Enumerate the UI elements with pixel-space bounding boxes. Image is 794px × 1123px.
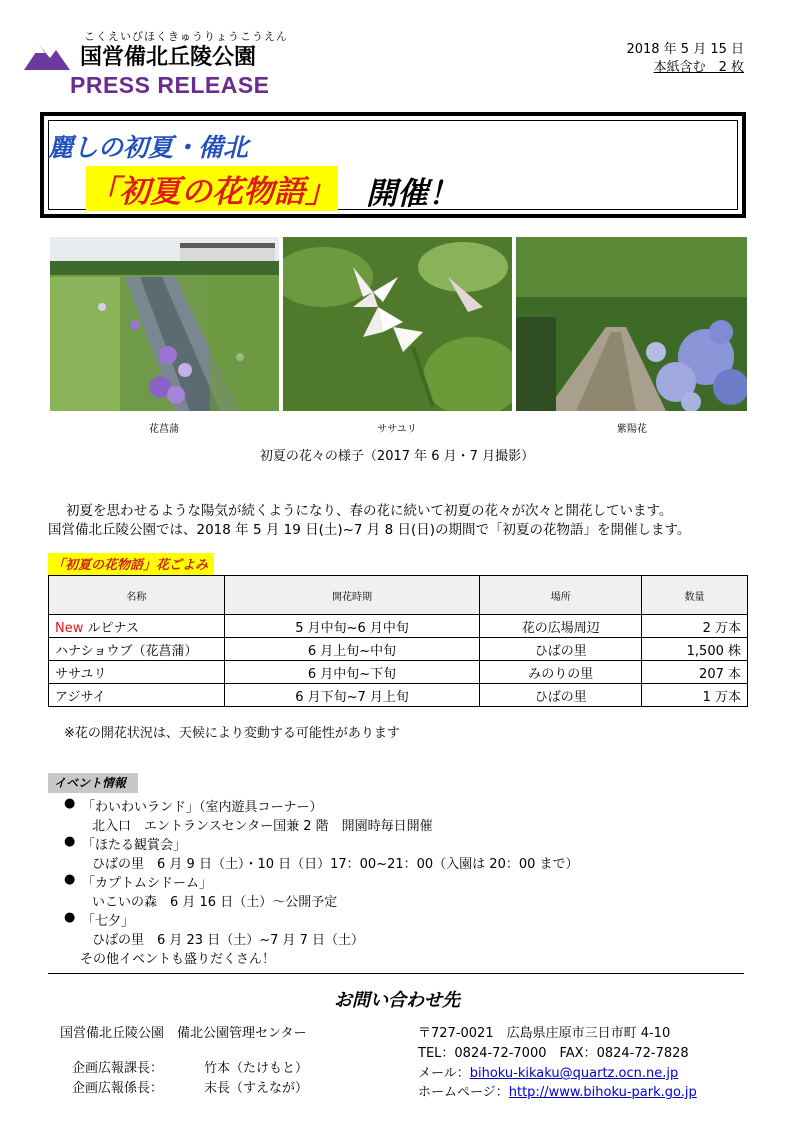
contact-role-2: 企画広報係長：: [72, 1081, 164, 1096]
place: ひばの里: [480, 638, 642, 661]
event-title: 「七夕」: [82, 914, 135, 929]
table-row: [49, 684, 748, 707]
caption-iris: 花菖蒲: [149, 424, 179, 435]
place: ひばの里: [480, 684, 642, 707]
contact-role-1: 企画広報課長：: [72, 1061, 164, 1076]
events-label: イベント情報: [48, 773, 138, 793]
place: みのりの里: [480, 661, 642, 684]
photo-sasayuri: [283, 237, 512, 411]
quantity: 1,500 株: [642, 638, 748, 661]
park-name-ruby: こくえいびほくきゅうりょうこうえん: [84, 30, 288, 43]
events-others: その他イベントも盛りだくさん！: [80, 952, 276, 967]
event-detail: ひばの里 6 月 23 日（土）~7 月 7 日（土）: [92, 933, 365, 948]
press-release-label: PRESS RELEASE: [70, 72, 270, 98]
bloom-note: ※花の開花状況は、天候により変動する可能性があります: [64, 726, 400, 741]
flower-name: アジサイ: [49, 684, 225, 707]
bloom-period: 6 月中旬~下旬: [224, 661, 480, 684]
contact-mail-row: [418, 1062, 678, 1081]
bloom-period: 6 月上旬~中旬: [224, 638, 480, 661]
contact-tel-fax: TEL：0824-72-7000 FAX：0824-72-7828: [418, 1046, 689, 1061]
new-badge: New: [55, 620, 84, 636]
flower-name: ササユリ: [49, 661, 225, 684]
quantity: 207 本: [642, 661, 748, 684]
web-link[interactable]: http://www.bihoku-park.go.jp: [508, 1085, 697, 1100]
web-label: ホームページ：: [418, 1085, 509, 1100]
header-quantity: 数量: [642, 576, 748, 615]
contact-title: お問い合わせ先: [334, 990, 460, 1011]
flower-calendar-label: 「初夏の花物語」花ごよみ: [48, 553, 214, 575]
caption-hydrangea: 紫陽花: [617, 424, 647, 435]
event-title: 「カプトムシドーム」: [82, 876, 213, 891]
header-period: 開花時期: [224, 576, 480, 615]
place: 花の広場周辺: [480, 615, 642, 638]
table-row: [49, 661, 748, 684]
table-row: [49, 638, 748, 661]
event-bullet: ●: [64, 834, 76, 849]
intro-paragraph-1: 初夏を思わせるような陽気が続くようになり、春の花に続いて初夏の花々が次々と開花しています。: [66, 503, 673, 519]
event-detail: ひばの里 6 月 9 日（土）・10 日（日）17：00~21：00（入園は 20：00 まで）: [92, 857, 579, 872]
bloom-period: 6 月下旬~7 月上旬: [224, 684, 480, 707]
title-line-1: 麗しの初夏・備北: [48, 133, 249, 162]
photos-caption: 初夏の花々の様子（2017 年 6 月・7 月撮影）: [259, 449, 535, 464]
footer-divider: [48, 973, 744, 974]
event-detail: 北入口 エントランスセンター国兼 2 階 開園時毎日開催: [92, 819, 433, 834]
park-logo-icon: [24, 40, 70, 70]
bloom-period: 5 月中旬~6 月中旬: [224, 615, 480, 638]
park-name: 国営備北丘陵公園: [80, 45, 257, 70]
quantity: 1 万本: [642, 684, 748, 707]
flower-name: ハナショウブ（花菖蒲）: [49, 638, 225, 661]
event-bullet: ●: [64, 910, 76, 925]
event-title: 「わいわいランド」（室内遊具コーナー）: [82, 800, 323, 815]
contact-organization: 国営備北丘陵公園 備北公園管理センター: [60, 1026, 307, 1041]
title-held: 開催！: [366, 176, 459, 212]
flower-name: New ルピナス: [49, 615, 225, 638]
contact-name-1: 竹本（たけもと）: [204, 1061, 309, 1076]
header-place: 場所: [480, 576, 642, 615]
contact-web-row: [418, 1081, 697, 1100]
release-date: 2018 年 5 月 15 日: [626, 42, 744, 57]
event-title: 「ほたる観賞会」: [82, 838, 187, 853]
caption-sasayuri: ササユリ: [377, 424, 417, 435]
sheet-count: 本紙含む 2 枚: [653, 60, 744, 75]
quantity: 2 万本: [642, 615, 748, 638]
mail-link[interactable]: bihoku-kikaku@quartz.ocn.ne.jp: [469, 1066, 679, 1081]
event-bullet: ●: [64, 796, 76, 811]
header-name: 名称: [49, 576, 225, 615]
contact-name-2: 末長（すえなが）: [204, 1081, 309, 1096]
contact-address: 〒727-0021 広島県庄原市三日市町 4-10: [418, 1026, 671, 1041]
intro-paragraph-2: 国営備北丘陵公園では、2018 年 5 月 19 日(土)~7 月 8 日(日)の期間で「初夏の花物語」を開催します。: [48, 522, 691, 538]
table-row: [49, 615, 748, 638]
flower-calendar-table: [48, 575, 748, 707]
photo-iris: [50, 237, 279, 411]
photo-hydrangea: [516, 237, 747, 411]
event-bullet: ●: [64, 872, 76, 887]
event-detail: いこいの森 6 月 16 日（土）～公開予定: [92, 895, 338, 910]
title-event-name: 「初夏の花物語」: [86, 166, 338, 211]
table-header-row: [49, 576, 748, 615]
mail-label: メール：: [418, 1066, 470, 1081]
